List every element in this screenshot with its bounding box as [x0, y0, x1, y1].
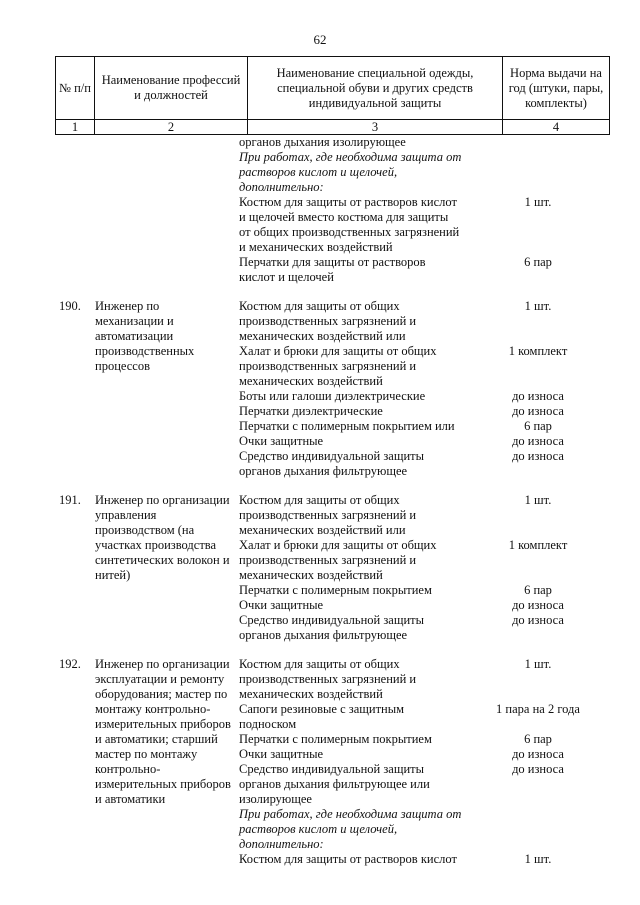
- equipment-cell: механических воздействий или: [239, 329, 406, 343]
- profession-cell: [89, 807, 237, 822]
- item-number: 190.: [59, 299, 81, 313]
- table-row: [55, 702, 589, 717]
- item-number: [55, 807, 89, 822]
- column-number-2: 2: [95, 120, 248, 135]
- header-col-profession: Наименование профессий и должностей: [95, 57, 248, 120]
- table-row: [55, 434, 589, 449]
- item-number: [55, 732, 89, 747]
- table-row: [55, 493, 589, 508]
- profession-cell: и автоматики; старший: [95, 732, 218, 746]
- header-col-number: № п/п: [56, 57, 95, 120]
- profession-cell: [89, 389, 237, 404]
- profession-cell: синтетических волокон и: [95, 553, 230, 567]
- norm-cell: 6 пар: [524, 255, 552, 269]
- equipment-cell: механических воздействий: [239, 687, 383, 701]
- table-row: [55, 792, 589, 807]
- row-gap: [55, 479, 589, 493]
- item-number: [55, 225, 89, 240]
- equipment-cell: При работах, где необходима защита от: [239, 807, 462, 821]
- equipment-cell: Перчатки с полимерным покрытием: [239, 583, 432, 597]
- norm-cell: 1 шт.: [524, 852, 552, 866]
- table-row: [55, 747, 589, 762]
- equipment-cell: Средство индивидуальной защиты: [239, 762, 425, 776]
- profession-cell: [89, 240, 237, 255]
- table-row: [55, 404, 589, 419]
- norm-cell: [487, 568, 589, 583]
- norm-cell: 1 шт.: [524, 657, 552, 671]
- profession-cell: [89, 852, 237, 867]
- table-row: [55, 135, 589, 150]
- equipment-cell: органов дыхания фильтрующее: [239, 628, 408, 642]
- norm-cell: 6 пар: [524, 419, 552, 433]
- profession-cell: Инженер по: [95, 299, 160, 313]
- equipment-cell: и механических воздействий: [239, 240, 393, 254]
- page-number: 62: [313, 32, 327, 47]
- profession-cell: [89, 837, 237, 852]
- item-number: [55, 449, 89, 464]
- item-number: [55, 344, 89, 359]
- norm-cell: [487, 165, 589, 180]
- equipment-cell: Очки защитные: [239, 747, 324, 761]
- norm-cell: [487, 672, 589, 687]
- profession-cell: эксплуатации и ремонту: [95, 672, 225, 686]
- profession-cell: измерительных приборов: [95, 717, 231, 731]
- header-col-norm: Норма выдачи на год (штуки, пары, комплекты): [503, 57, 610, 120]
- equipment-cell: Средство индивидуальной защиты: [239, 613, 425, 627]
- item-number: [55, 434, 89, 449]
- profession-cell: [89, 180, 237, 195]
- norm-cell: [487, 822, 589, 837]
- table-row: [55, 598, 589, 613]
- table-row: [55, 240, 589, 255]
- table-row: [55, 389, 589, 404]
- norm-cell: [487, 374, 589, 389]
- table-row: [55, 538, 589, 553]
- item-number: [55, 165, 89, 180]
- profession-cell: производственных: [95, 344, 195, 358]
- norm-cell: до износа: [512, 449, 564, 463]
- equipment-cell: Костюм для защиты от растворов кислот: [239, 195, 457, 209]
- item-number: [55, 210, 89, 225]
- item-number: [55, 464, 89, 479]
- profession-cell: [89, 270, 237, 285]
- norm-cell: [487, 270, 589, 285]
- item-number: [55, 404, 89, 419]
- item-number: [55, 508, 89, 523]
- item-number: [55, 135, 89, 150]
- profession-cell: Инженер по организации: [95, 493, 230, 507]
- norm-cell: [487, 717, 589, 732]
- item-number: 191.: [59, 493, 81, 507]
- norm-cell: до износа: [512, 389, 564, 403]
- equipment-cell: органов дыхания фильтрующее: [239, 464, 408, 478]
- table-row: [55, 449, 589, 464]
- table-row: [55, 822, 589, 837]
- item-number: [55, 598, 89, 613]
- table-row: [55, 732, 589, 747]
- profession-cell: [89, 598, 237, 613]
- profession-cell: автоматизации: [95, 329, 174, 343]
- norm-cell: [487, 523, 589, 538]
- table-row: [55, 807, 589, 822]
- profession-cell: механизации и: [95, 314, 174, 328]
- norm-cell: [487, 628, 589, 643]
- norm-cell: до износа: [512, 434, 564, 448]
- equipment-cell: подноском: [239, 717, 297, 731]
- table-row: [55, 165, 589, 180]
- item-number: [55, 359, 89, 374]
- table-body: [55, 135, 589, 867]
- equipment-cell: дополнительно:: [239, 837, 324, 851]
- equipment-cell: производственных загрязнений и: [239, 359, 417, 373]
- profession-cell: [89, 165, 237, 180]
- table-row: [55, 553, 589, 568]
- equipment-cell: Халат и брюки для защиты от общих: [239, 538, 437, 552]
- equipment-cell: Костюм для защиты от общих: [239, 493, 400, 507]
- equipment-cell: Костюм для защиты от общих: [239, 299, 400, 313]
- item-number: [55, 837, 89, 852]
- equipment-cell: Перчатки с полимерным покрытием или: [239, 419, 455, 433]
- equipment-cell: Сапоги резиновые с защитным: [239, 702, 405, 716]
- norm-cell: [487, 837, 589, 852]
- item-number: [55, 792, 89, 807]
- profession-cell: монтажу контрольно-: [95, 702, 211, 716]
- item-number: [55, 195, 89, 210]
- row-gap: [55, 643, 589, 657]
- norm-cell: 6 пар: [524, 583, 552, 597]
- table-row: [55, 150, 589, 165]
- item-number: [55, 270, 89, 285]
- norm-cell: [487, 553, 589, 568]
- item-number: 192.: [59, 657, 81, 671]
- profession-cell: управления: [95, 508, 157, 522]
- item-number: [55, 583, 89, 598]
- table-row: [55, 210, 589, 225]
- equipment-cell: органов дыхания изолирующее: [239, 135, 406, 149]
- item-number: [55, 687, 89, 702]
- profession-cell: мастер по монтажу: [95, 747, 198, 761]
- row-gap: [55, 285, 589, 299]
- item-number: [55, 852, 89, 867]
- equipment-cell: растворов кислот и щелочей,: [239, 822, 398, 836]
- equipment-cell: изолирующее: [239, 792, 312, 806]
- table-row: [55, 508, 589, 523]
- profession-cell: [89, 195, 237, 210]
- column-number-3: 3: [248, 120, 503, 135]
- profession-cell: [89, 822, 237, 837]
- profession-cell: Инженер по организации: [95, 657, 230, 671]
- equipment-cell: производственных загрязнений и: [239, 672, 417, 686]
- table-row: [55, 255, 589, 270]
- table-row: [55, 329, 589, 344]
- table-row: [55, 777, 589, 792]
- table-row: [55, 852, 589, 867]
- item-number: [55, 762, 89, 777]
- item-number: [55, 717, 89, 732]
- equipment-cell: механических воздействий или: [239, 523, 406, 537]
- norm-cell: [487, 687, 589, 702]
- equipment-cell: и щелочей вместо костюма для защиты: [239, 210, 449, 224]
- table-header: [55, 56, 610, 135]
- item-number: [55, 777, 89, 792]
- equipment-cell: дополнительно:: [239, 180, 324, 194]
- table-row: [55, 464, 589, 479]
- profession-cell: [89, 404, 237, 419]
- equipment-cell: Очки защитные: [239, 598, 324, 612]
- norm-cell: 6 пар: [524, 732, 552, 746]
- equipment-cell: механических воздействий: [239, 374, 383, 388]
- table-row: [55, 628, 589, 643]
- column-number-1: 1: [56, 120, 95, 135]
- norm-cell: 1 шт.: [524, 299, 552, 313]
- equipment-cell: Перчатки с полимерным покрытием: [239, 732, 432, 746]
- item-number: [55, 329, 89, 344]
- item-number: [55, 523, 89, 538]
- table-row: [55, 687, 589, 702]
- item-number: [55, 628, 89, 643]
- item-number: [55, 613, 89, 628]
- item-number: [55, 672, 89, 687]
- table-row: [55, 359, 589, 374]
- norm-cell: до износа: [512, 404, 564, 418]
- item-number: [55, 568, 89, 583]
- equipment-cell: органов дыхания фильтрующее или: [239, 777, 430, 791]
- norm-cell: [487, 135, 589, 150]
- table-row: [55, 419, 589, 434]
- profession-cell: контрольно-: [95, 762, 161, 776]
- item-number: [55, 747, 89, 762]
- norm-cell: [487, 225, 589, 240]
- profession-cell: процессов: [95, 359, 150, 373]
- profession-cell: [89, 135, 237, 150]
- equipment-cell: производственных загрязнений и: [239, 553, 417, 567]
- table-row: [55, 299, 589, 314]
- profession-cell: измерительных приборов: [95, 777, 231, 791]
- profession-cell: нитей): [95, 568, 131, 582]
- norm-cell: [487, 329, 589, 344]
- equipment-cell: Костюм для защиты от растворов кислот: [239, 852, 457, 866]
- equipment-cell: Халат и брюки для защиты от общих: [239, 344, 437, 358]
- item-number: [55, 255, 89, 270]
- norm-cell: [487, 792, 589, 807]
- profession-cell: участках производства: [95, 538, 217, 552]
- table-row: [55, 180, 589, 195]
- item-number: [55, 419, 89, 434]
- norm-cell: до износа: [512, 613, 564, 627]
- header-col-equipment: Наименование специальной одежды, специальной обуви и других средств индивидуальной защиты: [248, 57, 503, 120]
- norm-cell: 1 комплект: [508, 344, 568, 358]
- norm-cell: [487, 150, 589, 165]
- table-row: [55, 195, 589, 210]
- profession-cell: и автоматики: [95, 792, 166, 806]
- table-row: [55, 314, 589, 329]
- table-row: [55, 657, 589, 672]
- profession-cell: [89, 613, 237, 628]
- column-number-4: 4: [503, 120, 610, 135]
- table-row: [55, 717, 589, 732]
- profession-cell: [89, 255, 237, 270]
- equipment-cell: производственных загрязнений и: [239, 314, 417, 328]
- equipment-cell: механических воздействий: [239, 568, 383, 582]
- item-number: [55, 822, 89, 837]
- table-row: [55, 344, 589, 359]
- norm-cell: 1 пара на 2 года: [496, 702, 580, 716]
- equipment-cell: Перчатки диэлектрические: [239, 404, 383, 418]
- equipment-cell: При работах, где необходима защита от: [239, 150, 462, 164]
- norm-cell: [487, 508, 589, 523]
- norm-cell: до износа: [512, 762, 564, 776]
- item-number: [55, 374, 89, 389]
- equipment-cell: Очки защитные: [239, 434, 324, 448]
- norm-cell: [487, 777, 589, 792]
- profession-cell: [89, 210, 237, 225]
- profession-cell: [89, 449, 237, 464]
- equipment-cell: кислот и щелочей: [239, 270, 334, 284]
- norm-cell: [487, 359, 589, 374]
- item-number: [55, 538, 89, 553]
- norm-cell: 1 комплект: [508, 538, 568, 552]
- item-number: [55, 150, 89, 165]
- profession-cell: [89, 225, 237, 240]
- profession-cell: оборудования; мастер по: [95, 687, 228, 701]
- norm-cell: [487, 807, 589, 822]
- table-row: [55, 523, 589, 538]
- norm-cell: до износа: [512, 598, 564, 612]
- profession-cell: [89, 464, 237, 479]
- item-number: [55, 314, 89, 329]
- norm-cell: [487, 180, 589, 195]
- equipment-cell: от общих производственных загрязнений: [239, 225, 460, 239]
- profession-cell: [89, 434, 237, 449]
- equipment-cell: Боты или галоши диэлектрические: [239, 389, 426, 403]
- item-number: [55, 180, 89, 195]
- norm-cell: до износа: [512, 747, 564, 761]
- table-row: [55, 762, 589, 777]
- table-row: [55, 225, 589, 240]
- table-row: [55, 613, 589, 628]
- equipment-cell: Костюм для защиты от общих: [239, 657, 400, 671]
- table-row: [55, 374, 589, 389]
- item-number: [55, 240, 89, 255]
- profession-cell: [89, 628, 237, 643]
- norm-cell: [487, 210, 589, 225]
- table-row: [55, 583, 589, 598]
- norm-cell: [487, 314, 589, 329]
- norm-cell: [487, 464, 589, 479]
- table-row: [55, 672, 589, 687]
- norm-cell: 1 шт.: [524, 493, 552, 507]
- profession-cell: производством (на: [95, 523, 195, 537]
- table-row: [55, 837, 589, 852]
- item-number: [55, 389, 89, 404]
- profession-cell: [89, 419, 237, 434]
- profession-cell: [89, 583, 237, 598]
- table-row: [55, 568, 589, 583]
- equipment-cell: Средство индивидуальной защиты: [239, 449, 425, 463]
- norm-cell: 1 шт.: [524, 195, 552, 209]
- equipment-cell: растворов кислот и щелочей,: [239, 165, 398, 179]
- equipment-cell: Перчатки для защиты от растворов: [239, 255, 426, 269]
- norm-cell: [487, 240, 589, 255]
- equipment-cell: производственных загрязнений и: [239, 508, 417, 522]
- profession-cell: [89, 150, 237, 165]
- table-row: [55, 270, 589, 285]
- item-number: [55, 702, 89, 717]
- item-number: [55, 553, 89, 568]
- profession-cell: [89, 374, 237, 389]
